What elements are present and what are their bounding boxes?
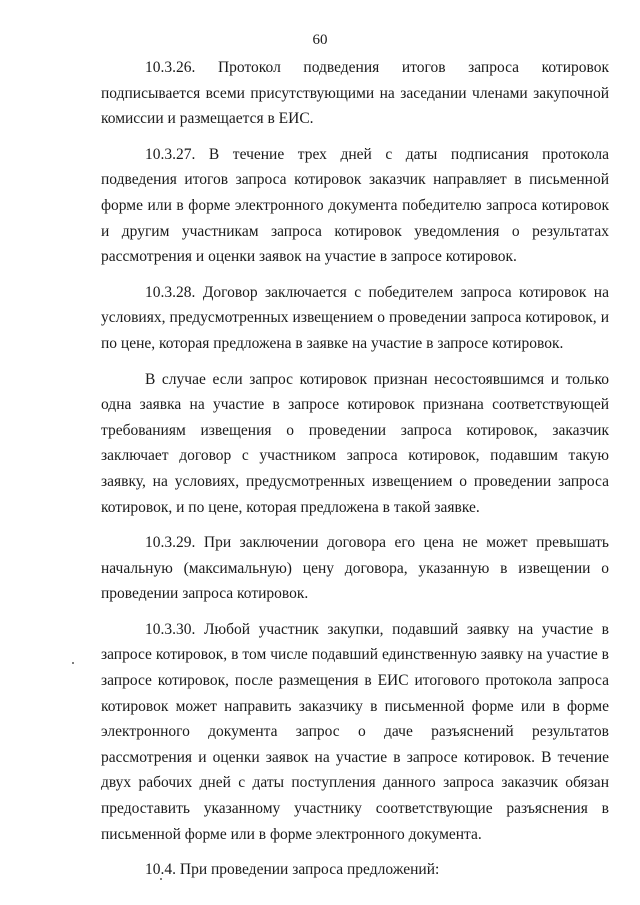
paragraph-10-4: 10.4. При проведении запроса предложений: bbox=[145, 861, 440, 879]
page-number: 60 bbox=[312, 32, 328, 48]
paragraph-10-3-30: 10.3.30. Любой участник закупки, подавший заявку на участие в запросе котировок, в том числе подавший единственную заявку на участие в запросе котировок, после размещения в ЕИС итогового протокола запроса котировок может направить заказчику в письменной форме или в форме электронного документа запрос о даче разъяснений результатов рассмотрения и оценки заявок на участие в запросе котировок. В течение двух рабочих дней с даты поступления данного запроса заказчик обязан предоставить указанному участнику соответствующие разъяснения в письменной форме или в форме электронного документа. bbox=[101, 620, 609, 843]
scan-speck bbox=[160, 878, 162, 880]
document-body bbox=[101, 55, 609, 883]
paragraph-10-3-29: 10.3.29. При заключении договора его цена не может превышать начальную (максимальную) цену договора, указанную в извещении о проведении запроса котировок. bbox=[101, 534, 609, 603]
paragraph-10-3-26: 10.3.26. Протокол подведения итогов запроса котировок подписывается всеми присутствующими на заседании членами закупочной комиссии и размещается в ЕИС. bbox=[101, 59, 609, 128]
paragraph-10-3-27: 10.3.27. В течение трех дней с даты подписания протокола подведения итогов запроса котировок заказчик направляет в письменной форме или в форме электронного документа победителю запроса котировок и другим участникам запроса котировок уведомления о результатах рассмотрения и оценки заявок на участие в запросе котировок. bbox=[101, 145, 609, 266]
paragraph-10-3-28: 10.3.28. Договор заключается с победителем запроса котировок на условиях, предусмотренных извещением о проведении запроса котировок, и по цене, которая предложена в заявке на участие в запросе котировок. bbox=[101, 283, 609, 352]
scan-speck bbox=[72, 662, 74, 664]
paragraph-10-3-28-continued: В случае если запрос котировок признан несостоявшимся и только одна заявка на участие в запросе котировок признана соответствующей требованиям извещения о проведении запроса котировок, заказчик заключает договор с участником запроса котировок, подавшим такую заявку, на условиях, предусмотренных извещением о проведении запроса котировок, и по цене, которая предложена в такой заявке. bbox=[101, 370, 609, 516]
